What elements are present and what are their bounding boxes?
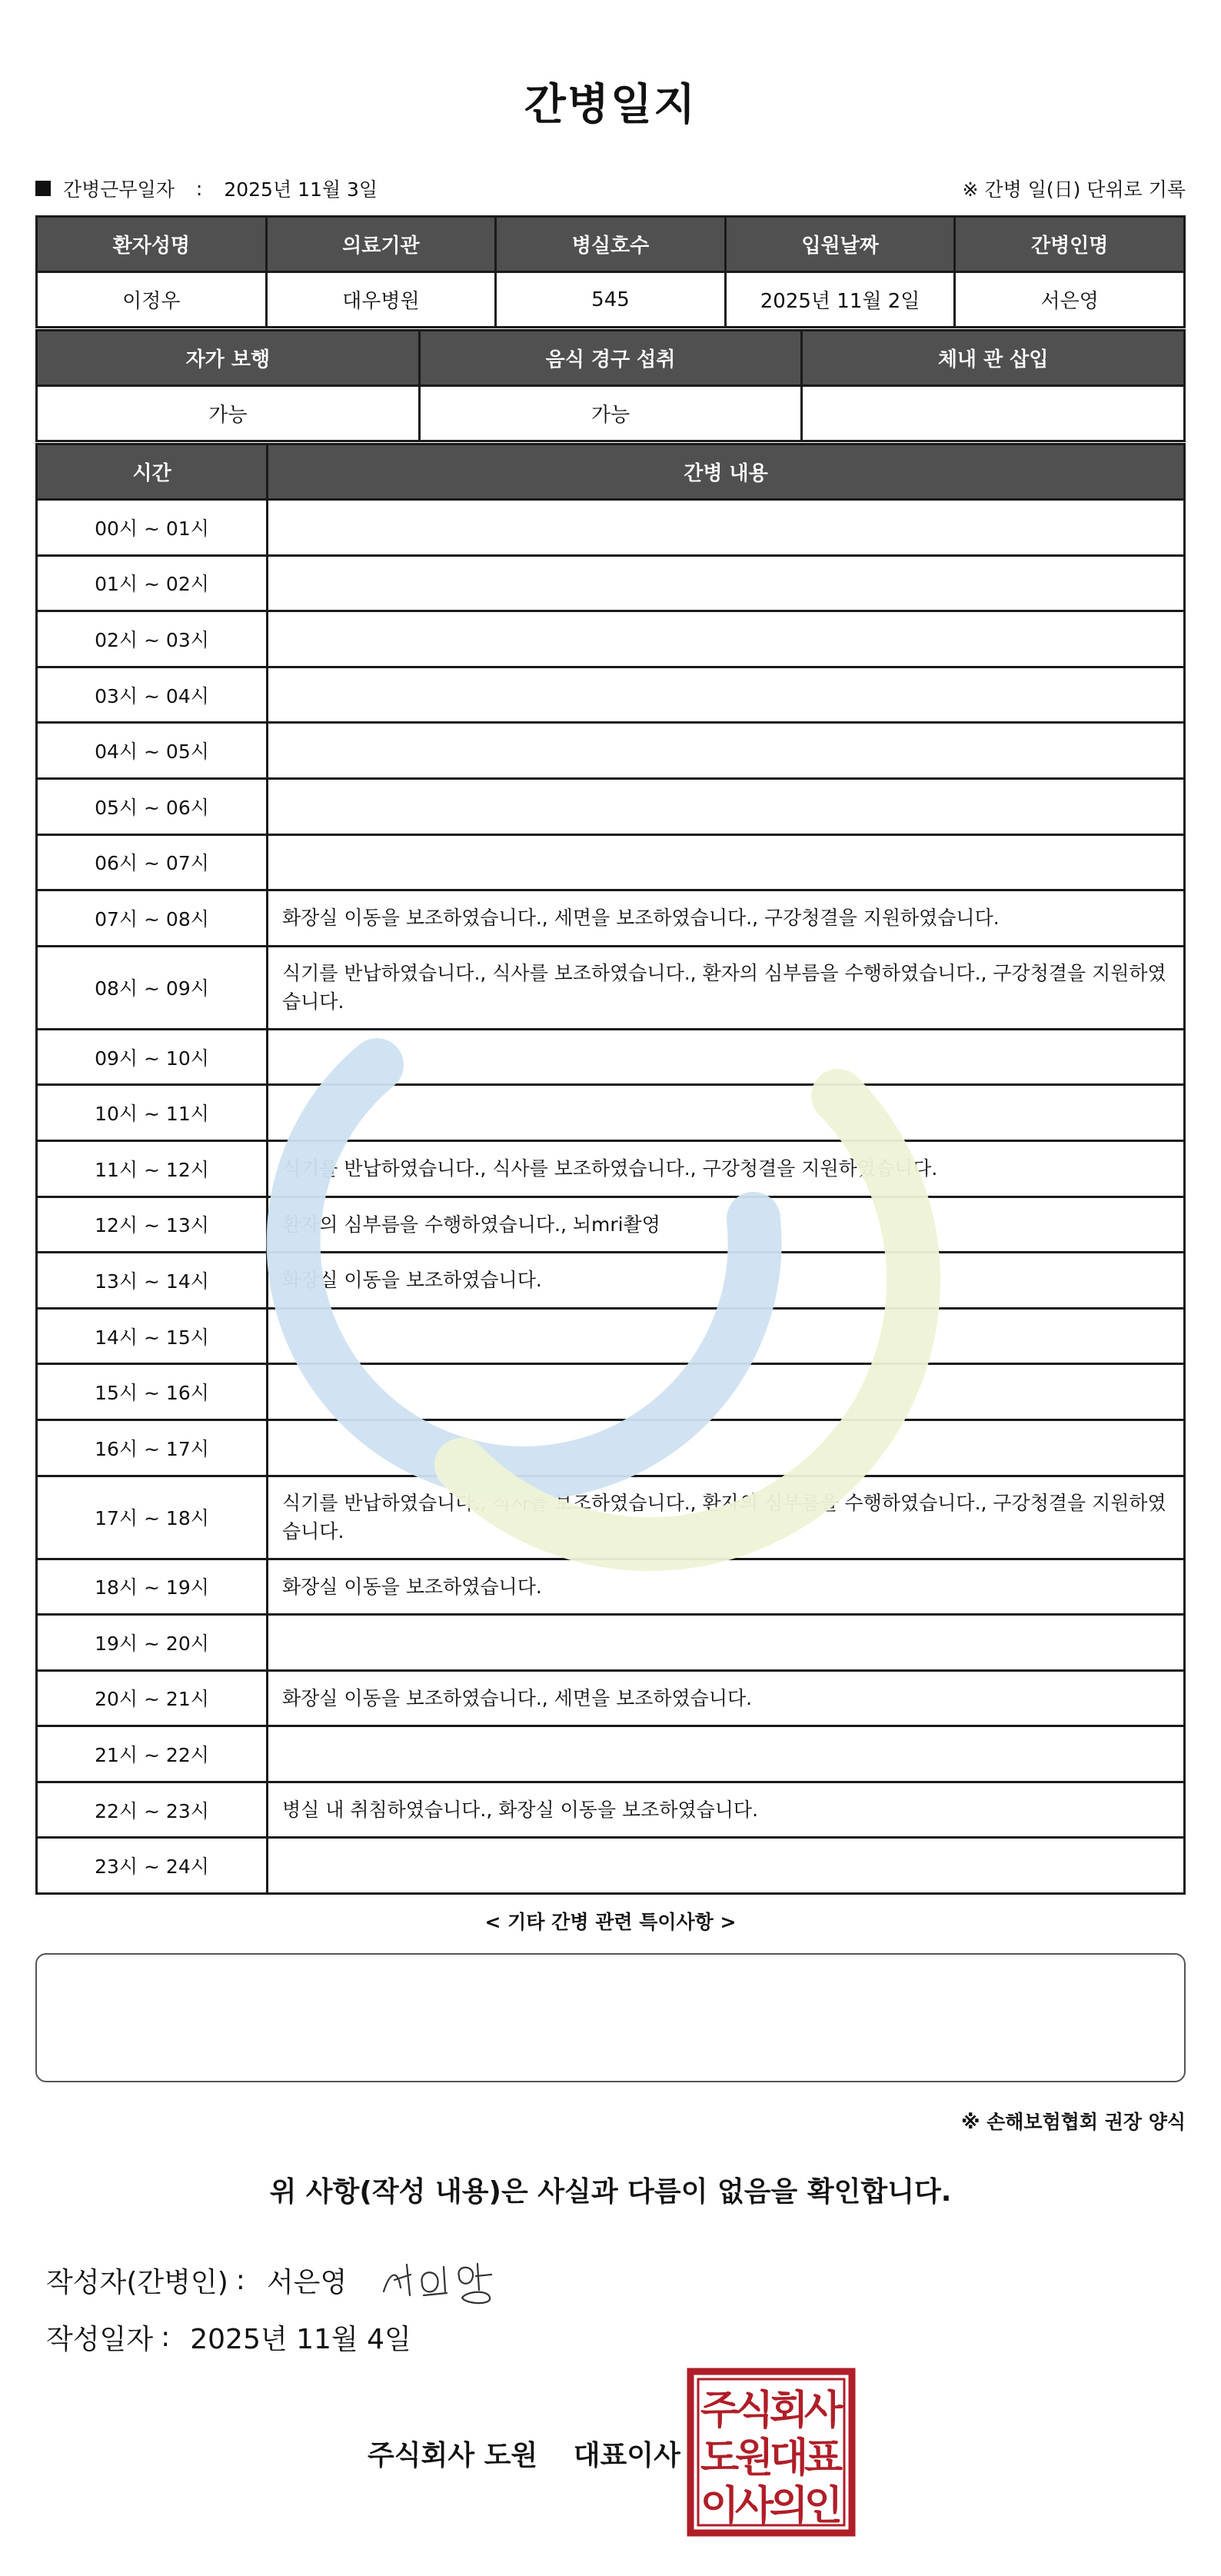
log-time-cell: 08시 ~ 09시	[37, 946, 268, 1029]
log-time-cell: 21시 ~ 22시	[37, 1726, 268, 1782]
log-row	[37, 1419, 1185, 1476]
log-header-row	[37, 444, 1185, 500]
log-row	[37, 946, 1185, 1029]
log-time-cell: 15시 ~ 16시	[37, 1364, 268, 1420]
log-row	[37, 1726, 1185, 1782]
log-content-cell: 화장실 이동을 보조하였습니다., 세면을 보조하였습니다.	[268, 1670, 1185, 1726]
log-time-cell: 18시 ~ 19시	[37, 1559, 268, 1615]
log-content-cell: 화장실 이동을 보조하였습니다.	[268, 1253, 1185, 1309]
log-row	[37, 1085, 1185, 1141]
log-content-cell	[268, 1726, 1185, 1782]
company-seal-stamp	[686, 2367, 857, 2538]
log-time-cell: 23시 ~ 24시	[37, 1838, 268, 1894]
unit-note: ※ 간병 일(日) 단위로 기록	[962, 178, 1186, 201]
seal-character: 대	[769, 2435, 809, 2481]
remarks-title: < 기타 간병 관련 특이사항 >	[484, 1911, 737, 1933]
log-row	[37, 555, 1185, 611]
header-admission-date: 입원날짜	[725, 217, 955, 272]
log-content-cell	[268, 1029, 1185, 1085]
log-content-cell: 화장실 이동을 보조하였습니다., 세면을 보조하였습니다., 구강청결을 지원하였습니다.	[268, 890, 1185, 947]
document-title: 간병일지	[524, 80, 697, 130]
recommend-note: ※ 손해보험협회 권장 양식	[961, 2111, 1186, 2133]
log-content-cell: 식기를 반납하였습니다., 식사를 보조하였습니다., 환자의 심부름을 수행하였습니다., 구강청결을 지원하였습니다.	[268, 1476, 1185, 1559]
log-row	[37, 1196, 1185, 1253]
written-date-label: 작성일자	[46, 2324, 154, 2355]
oral-intake-value: 가능	[419, 386, 802, 441]
header-time: 시간	[37, 444, 268, 500]
log-time-cell: 17시 ~ 18시	[37, 1476, 268, 1559]
writer-line	[46, 2253, 507, 2307]
written-date-line	[46, 2318, 411, 2357]
header-self-walking: 자가 보행	[37, 331, 420, 386]
care-log-table	[35, 443, 1186, 1895]
tube-insertion-value	[802, 386, 1185, 441]
log-time-cell: 11시 ~ 12시	[37, 1140, 268, 1196]
header-caregiver-name: 간병인명	[955, 217, 1185, 272]
seal-character: 사	[734, 2483, 774, 2529]
patient-header-row	[37, 217, 1185, 272]
hospital-name: 대우병원	[266, 272, 496, 328]
log-content-cell	[268, 1838, 1185, 1894]
log-row	[37, 611, 1185, 667]
log-time-cell: 03시 ~ 04시	[37, 667, 268, 723]
seal-character: 의	[769, 2483, 809, 2529]
patient-info-table	[35, 215, 1186, 328]
log-time-cell: 10시 ~ 11시	[37, 1085, 268, 1141]
handwritten-signature	[376, 2253, 507, 2307]
header-patient-name: 환자성명	[37, 217, 267, 272]
log-time-cell: 19시 ~ 20시	[37, 1615, 268, 1671]
log-content-cell: 화장실 이동을 보조하였습니다.	[268, 1559, 1185, 1615]
company-line	[368, 2434, 680, 2473]
log-content-cell	[268, 834, 1185, 890]
log-time-cell: 06시 ~ 07시	[37, 834, 268, 890]
log-content-cell	[268, 1308, 1185, 1364]
log-content-cell	[268, 1085, 1185, 1141]
log-row	[37, 1140, 1185, 1196]
work-date-label: 간병근무일자	[63, 178, 175, 201]
log-row	[37, 1838, 1185, 1894]
log-content-cell	[268, 1364, 1185, 1420]
log-time-cell: 07시 ~ 08시	[37, 890, 268, 947]
status-value-row	[37, 386, 1185, 441]
writer-label: 작성자(간병인)	[46, 2266, 228, 2298]
log-row	[37, 778, 1185, 834]
log-row	[37, 890, 1185, 947]
seal-character: 식	[734, 2388, 774, 2434]
log-row	[37, 500, 1185, 556]
log-time-cell: 05시 ~ 06시	[37, 778, 268, 834]
log-row	[37, 1308, 1185, 1364]
work-date-row	[35, 173, 1186, 204]
log-content-cell: 환자의 심부름을 수행하였습니다., 뇌mri촬영	[268, 1196, 1185, 1253]
log-row	[37, 1364, 1185, 1420]
log-row	[37, 1253, 1185, 1309]
log-content-cell	[268, 1419, 1185, 1476]
log-row	[37, 1476, 1185, 1559]
log-time-cell: 22시 ~ 23시	[37, 1782, 268, 1838]
log-content-cell	[268, 778, 1185, 834]
log-time-cell: 01시 ~ 02시	[37, 555, 268, 611]
log-row	[37, 723, 1185, 779]
admission-date: 2025년 11월 2일	[725, 272, 955, 328]
patient-status-table	[35, 329, 1186, 442]
log-time-cell: 04시 ~ 05시	[37, 723, 268, 779]
log-content-cell: 식기를 반납하였습니다., 식사를 보조하였습니다., 환자의 심부름을 수행하였습니다., 구강청결을 지원하였습니다.	[268, 946, 1185, 1029]
log-time-cell: 02시 ~ 03시	[37, 611, 268, 667]
log-content-cell	[268, 500, 1185, 556]
log-content-cell	[268, 1615, 1185, 1671]
seal-character: 표	[803, 2435, 843, 2481]
company-role: 대표이사	[573, 2440, 680, 2471]
written-date-separator: :	[161, 2321, 171, 2353]
log-time-cell: 16시 ~ 17시	[37, 1419, 268, 1476]
log-time-cell: 13시 ~ 14시	[37, 1253, 268, 1309]
seal-character: 이	[700, 2483, 740, 2529]
log-content-cell: 식기를 반납하였습니다., 식사를 보조하였습니다., 구강청결을 지원하였습니다.	[268, 1140, 1185, 1196]
header-care-content: 간병 내용	[268, 444, 1185, 500]
log-content-cell	[268, 723, 1185, 779]
header-tube-insertion: 체내 관 삽입	[802, 331, 1185, 386]
header-hospital: 의료기관	[266, 217, 496, 272]
log-row	[37, 834, 1185, 890]
log-row	[37, 1615, 1185, 1671]
log-time-cell: 14시 ~ 15시	[37, 1308, 268, 1364]
log-content-cell	[268, 611, 1185, 667]
log-row	[37, 1670, 1185, 1726]
room-number: 545	[496, 272, 726, 328]
company-name: 주식회사 도원	[368, 2440, 538, 2471]
square-bullet-icon	[35, 181, 51, 196]
caregiver-name: 서은영	[955, 272, 1185, 328]
log-time-cell: 00시 ~ 01시	[37, 500, 268, 556]
remarks-box	[35, 1953, 1186, 2082]
log-content-cell	[268, 555, 1185, 611]
log-time-cell: 09시 ~ 10시	[37, 1029, 268, 1085]
status-header-row	[37, 331, 1185, 386]
header-room-number: 병실호수	[496, 217, 726, 272]
seal-character: 회	[769, 2388, 809, 2434]
log-row	[37, 1559, 1185, 1615]
confirmation-statement: 위 사항(작성 내용)은 사실과 다름이 없음을 확인합니다.	[269, 2176, 952, 2208]
seal-character: 주	[700, 2388, 740, 2434]
log-row	[37, 1782, 1185, 1838]
log-content-cell	[268, 667, 1185, 723]
header-oral-intake: 음식 경구 섭취	[419, 331, 802, 386]
work-date	[35, 175, 378, 202]
work-date-separator: :	[195, 177, 203, 200]
seal-character: 도	[700, 2435, 740, 2481]
written-date-value: 2025년 11월 4일	[190, 2324, 411, 2355]
seal-character: 인	[803, 2483, 843, 2529]
log-time-cell: 20시 ~ 21시	[37, 1670, 268, 1726]
seal-character: 원	[734, 2435, 774, 2481]
patient-name: 이정우	[37, 272, 267, 328]
self-walking-value: 가능	[37, 386, 420, 441]
seal-character: 사	[803, 2388, 843, 2434]
log-content-cell: 병실 내 취침하였습니다., 화장실 이동을 보조하였습니다.	[268, 1782, 1185, 1838]
patient-value-row	[37, 272, 1185, 328]
writer-name: 서은영	[266, 2266, 348, 2298]
log-body	[37, 500, 1185, 1894]
work-date-value: 2025년 11월 3일	[224, 178, 378, 201]
log-time-cell: 12시 ~ 13시	[37, 1196, 268, 1253]
writer-separator: :	[235, 2264, 245, 2296]
log-row	[37, 1029, 1185, 1085]
log-row	[37, 667, 1185, 723]
